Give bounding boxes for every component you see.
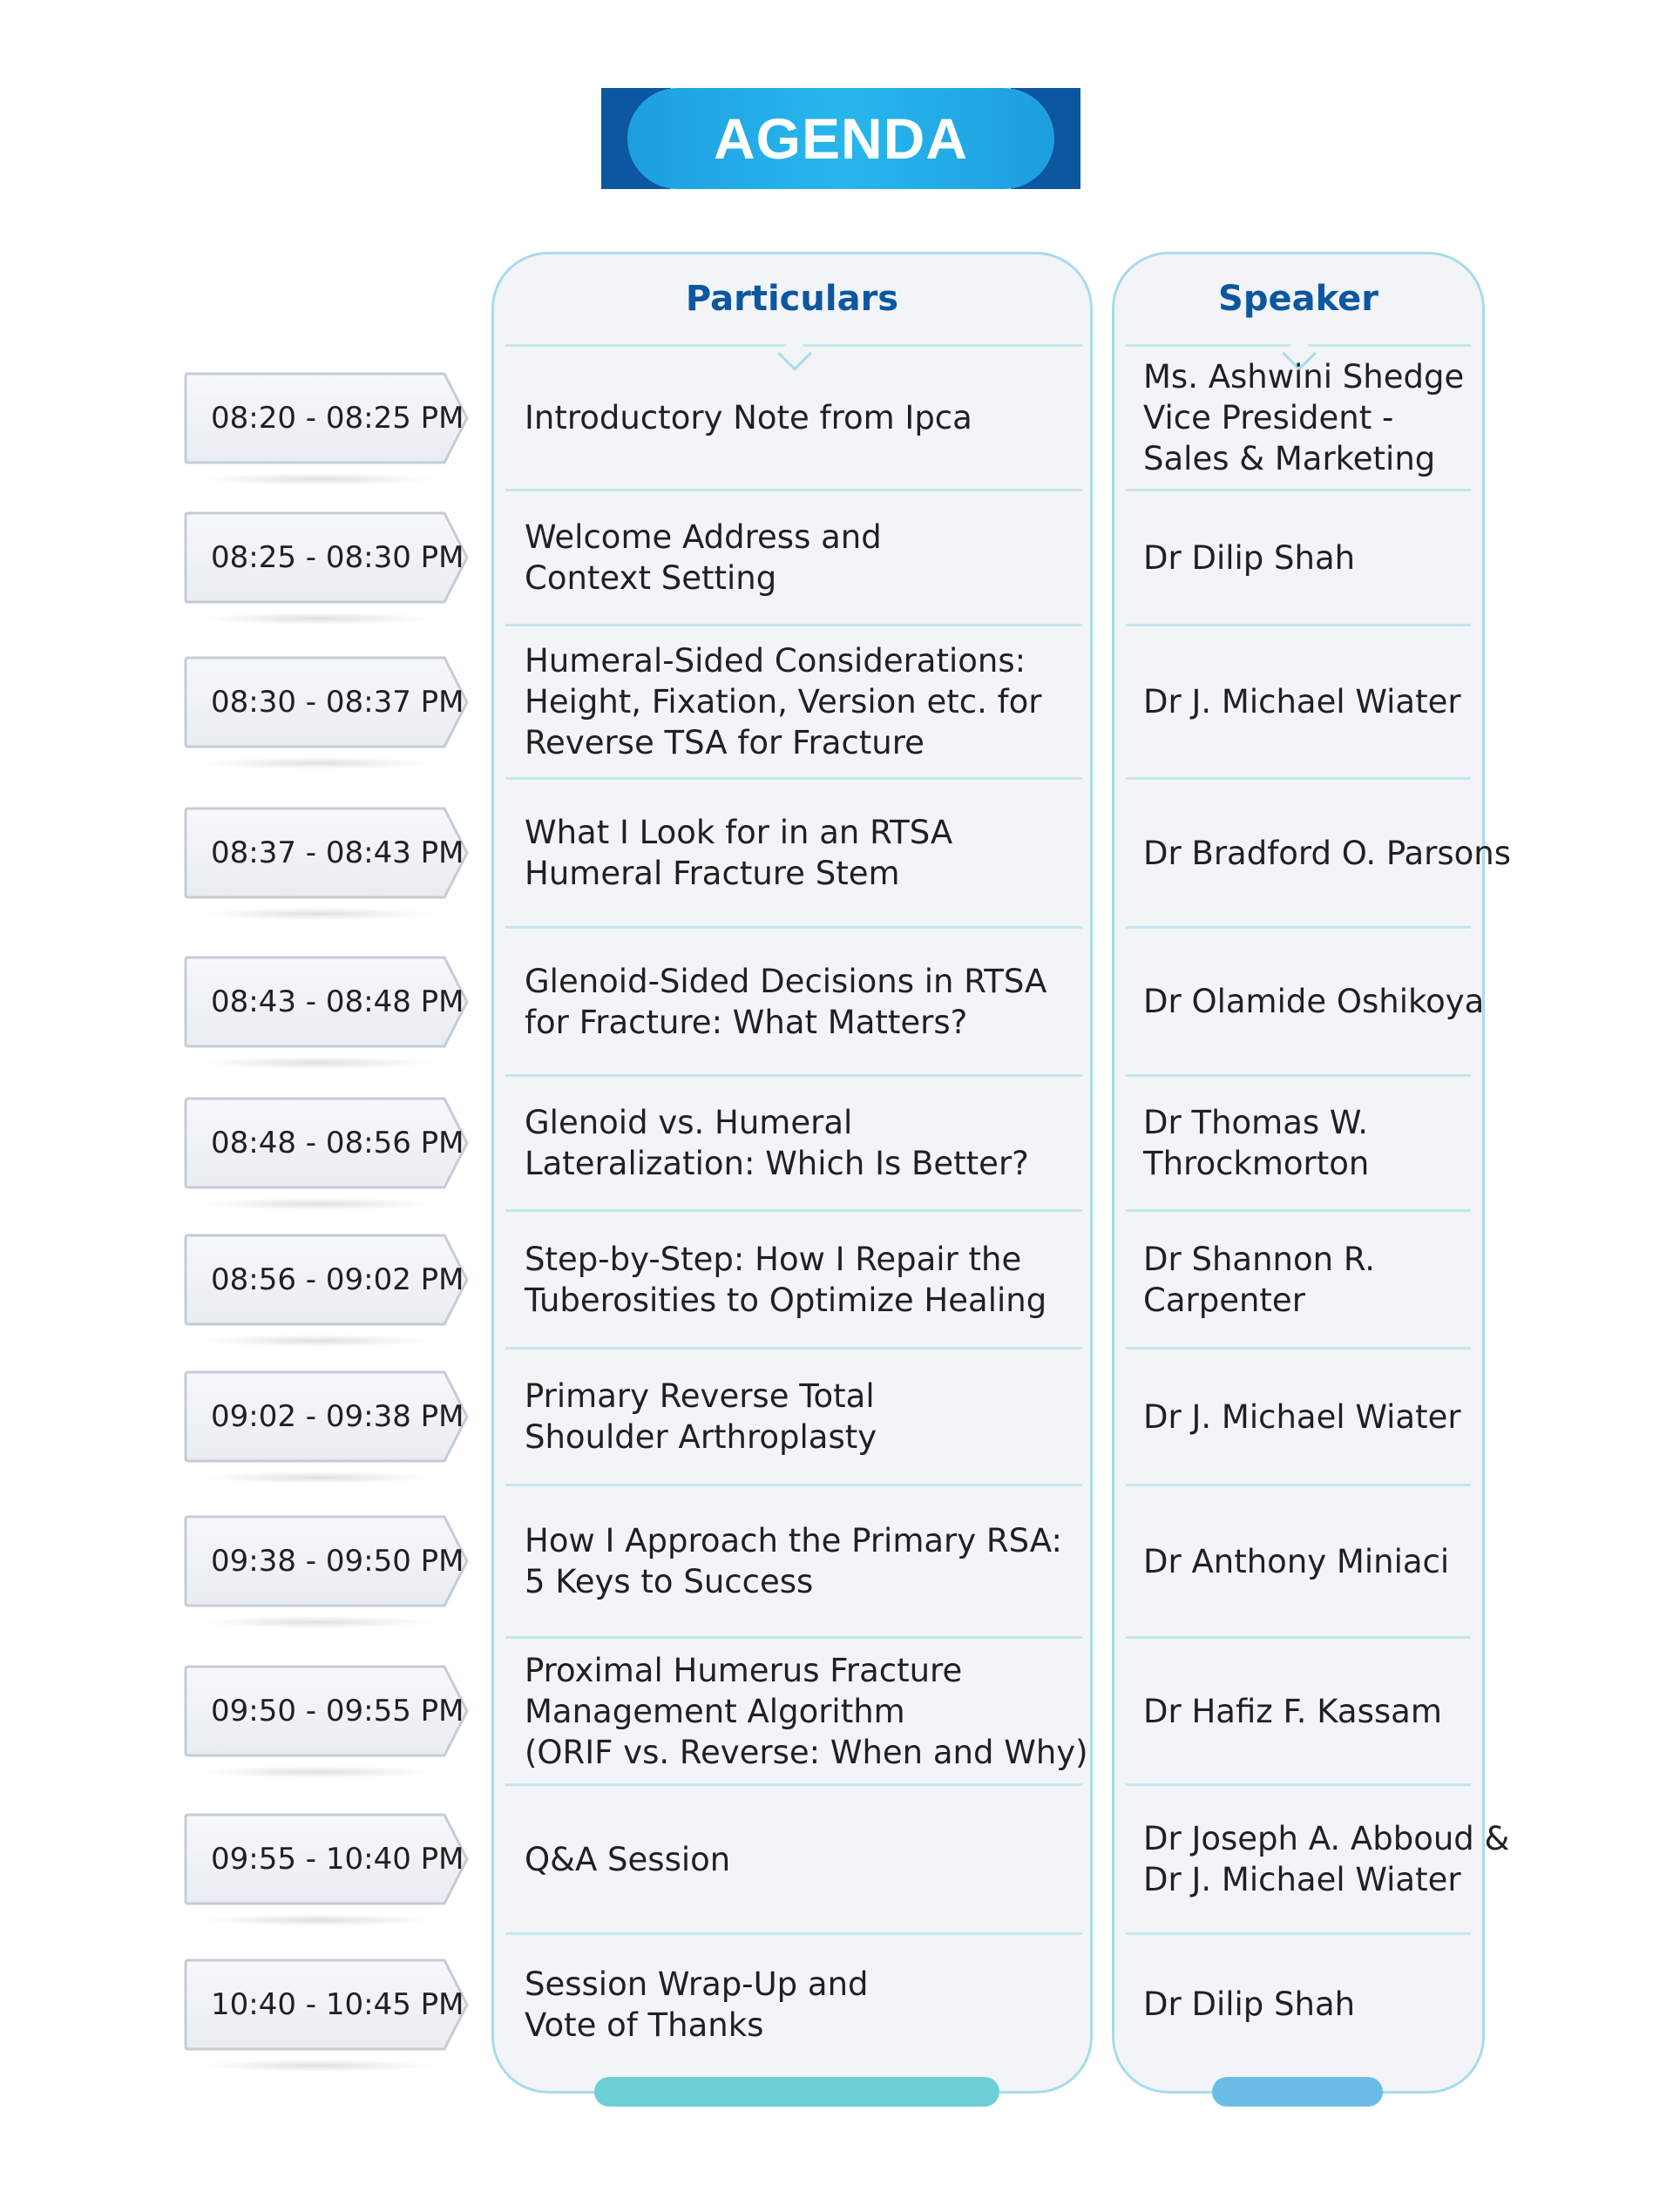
time-slot-tag bbox=[183, 1369, 471, 1465]
particulars-text bbox=[525, 1239, 1046, 1321]
time-slot-label: 08:25 - 08:30 PM bbox=[211, 540, 464, 575]
agenda-banner bbox=[601, 88, 1080, 189]
particulars-line: Shoulder Arthroplasty bbox=[525, 1418, 877, 1456]
particulars-line: Glenoid-Sided Decisions in RTSA bbox=[525, 962, 1047, 1000]
time-slot-label: 08:56 - 09:02 PM bbox=[211, 1262, 464, 1297]
particulars-cell bbox=[525, 1077, 1082, 1209]
particulars-text bbox=[525, 640, 1042, 763]
particulars-line: Introductory Note from Ipca bbox=[525, 399, 972, 436]
speaker-text bbox=[1143, 1818, 1509, 1900]
particulars-text bbox=[525, 1650, 1088, 1773]
particulars-text bbox=[525, 812, 952, 894]
particulars-cell bbox=[525, 1786, 1082, 1932]
particulars-cell bbox=[525, 1935, 1082, 2073]
particulars-line: Tuberosities to Optimize Healing bbox=[525, 1281, 1047, 1319]
time-slot-tag bbox=[183, 510, 471, 605]
particulars-line: (ORIF vs. Reverse: When and Why) bbox=[525, 1733, 1088, 1771]
time-slot-label: 10:40 - 10:45 PM bbox=[211, 1986, 464, 2022]
speaker-text bbox=[1143, 1102, 1369, 1184]
particulars-cell bbox=[525, 1350, 1082, 1484]
speaker-line: Sales & Marketing bbox=[1143, 440, 1436, 477]
speaker-text bbox=[1143, 1984, 1355, 2025]
particulars-cell bbox=[525, 491, 1082, 624]
particulars-cell bbox=[525, 929, 1082, 1074]
speaker-cell bbox=[1143, 929, 1492, 1074]
speaker-line: Dr Olamide Oshikoya bbox=[1143, 983, 1485, 1020]
particulars-line: Session Wrap-Up and bbox=[525, 1965, 869, 2003]
time-slot-tag bbox=[183, 1663, 471, 1759]
speaker-header: Speaker bbox=[1218, 279, 1378, 319]
speaker-cell bbox=[1143, 1935, 1492, 2073]
particulars-line: Primary Reverse Total bbox=[525, 1377, 875, 1415]
speaker-line: Dr Dilip Shah bbox=[1143, 538, 1356, 577]
speaker-line: Dr Joseph A. Abboud & bbox=[1143, 1820, 1510, 1857]
speaker-line: Dr Hafiz F. Kassam bbox=[1143, 1692, 1442, 1730]
time-slot-label: 09:55 - 10:40 PM bbox=[211, 1842, 464, 1877]
speaker-line: Dr Shannon R. bbox=[1143, 1240, 1375, 1278]
speaker-text bbox=[1143, 981, 1484, 1022]
particulars-line: Humeral-Sided Considerations: bbox=[525, 642, 1026, 680]
particulars-line: 5 Keys to Success bbox=[525, 1563, 814, 1600]
particulars-text bbox=[525, 1964, 869, 2046]
speaker-line: Ms. Ashwini Shedge bbox=[1143, 358, 1465, 396]
speaker-text bbox=[1143, 1691, 1442, 1732]
particulars-text bbox=[525, 517, 882, 599]
particulars-line: Glenoid vs. Humeral bbox=[525, 1104, 853, 1141]
speaker-line: Dr Thomas W. bbox=[1143, 1104, 1369, 1141]
time-slot-shadow bbox=[200, 1198, 436, 1210]
speaker-line: Dr Bradford O. Parsons bbox=[1143, 834, 1512, 872]
time-slot-shadow bbox=[200, 1914, 436, 1926]
speaker-cell bbox=[1143, 1639, 1492, 1783]
particulars-cell bbox=[525, 347, 1082, 489]
page-title: AGENDA bbox=[627, 88, 1054, 189]
particulars-text bbox=[525, 1520, 1062, 1602]
speaker-line: Dr Anthony Miniaci bbox=[1143, 1542, 1450, 1580]
time-slot-label: 09:50 - 09:55 PM bbox=[211, 1694, 464, 1728]
speaker-cell bbox=[1143, 1486, 1492, 1636]
particulars-cell bbox=[525, 1486, 1082, 1636]
particulars-line: Vote of Thanks bbox=[525, 2006, 764, 2044]
time-slot-label: 08:20 - 08:25 PM bbox=[211, 400, 464, 436]
time-slot-shadow bbox=[200, 473, 436, 485]
particulars-text bbox=[525, 961, 1046, 1043]
speaker-line: Dr J. Michael Wiater bbox=[1143, 1397, 1461, 1436]
time-slot-tag bbox=[183, 370, 471, 466]
particulars-text bbox=[525, 1376, 877, 1458]
time-slot-shadow bbox=[200, 757, 436, 769]
speaker-text bbox=[1143, 1397, 1461, 1437]
speaker-cell bbox=[1143, 1350, 1492, 1484]
time-slot-shadow bbox=[200, 1335, 436, 1347]
time-slot-tag bbox=[183, 805, 471, 901]
time-slot-tag bbox=[183, 1811, 471, 1907]
particulars-footer-bar bbox=[594, 2077, 999, 2107]
time-slot-shadow bbox=[200, 1616, 436, 1628]
time-slot-shadow bbox=[200, 1766, 436, 1778]
particulars-line: Height, Fixation, Version etc. for bbox=[525, 683, 1042, 720]
particulars-line: for Fracture: What Matters? bbox=[525, 1003, 968, 1041]
speaker-cell bbox=[1143, 626, 1492, 777]
time-slot-shadow bbox=[200, 1057, 436, 1069]
particulars-cell bbox=[525, 626, 1082, 777]
time-slot-label: 09:38 - 09:50 PM bbox=[211, 1544, 464, 1579]
speaker-line: Throckmorton bbox=[1143, 1145, 1370, 1182]
speaker-text bbox=[1143, 1239, 1375, 1321]
time-slot-tag bbox=[183, 1513, 471, 1609]
time-slot-label: 08:43 - 08:48 PM bbox=[211, 984, 464, 1019]
particulars-line: Context Setting bbox=[525, 559, 777, 597]
particulars-cell bbox=[525, 780, 1082, 926]
time-slot-label: 08:37 - 08:43 PM bbox=[211, 835, 464, 870]
time-slot-tag bbox=[183, 1957, 471, 2053]
time-slot-tag bbox=[183, 954, 471, 1050]
time-slot-label: 09:02 - 09:38 PM bbox=[211, 1399, 464, 1434]
speaker-line: Vice President - bbox=[1143, 399, 1394, 436]
particulars-text bbox=[525, 1839, 730, 1880]
time-slot-tag bbox=[183, 1095, 471, 1191]
speaker-footer-bar bbox=[1212, 2077, 1383, 2107]
speaker-text bbox=[1143, 681, 1461, 722]
speaker-text bbox=[1143, 833, 1511, 874]
particulars-line: Lateralization: Which Is Better? bbox=[525, 1145, 1029, 1182]
time-slot-tag bbox=[183, 1232, 471, 1328]
particulars-line: Step-by-Step: How I Repair the bbox=[525, 1240, 1022, 1278]
time-slot-shadow bbox=[200, 2060, 436, 2072]
speaker-cell bbox=[1143, 1786, 1510, 1932]
speaker-line: Carpenter bbox=[1143, 1281, 1305, 1319]
particulars-cell bbox=[525, 1639, 1088, 1783]
particulars-line: Q&A Session bbox=[525, 1840, 731, 1878]
speaker-cell bbox=[1143, 1077, 1492, 1209]
particulars-line: Reverse TSA for Fracture bbox=[525, 724, 925, 761]
particulars-line: Management Algorithm bbox=[525, 1692, 905, 1730]
particulars-text bbox=[525, 397, 972, 438]
time-slot-shadow bbox=[200, 908, 436, 920]
particulars-header: Particulars bbox=[685, 279, 899, 319]
speaker-line: Dr Dilip Shah bbox=[1143, 1985, 1356, 2023]
speaker-text bbox=[1143, 356, 1464, 479]
particulars-line: What I Look for in an RTSA bbox=[525, 814, 953, 851]
particulars-cell bbox=[525, 1212, 1082, 1347]
particulars-line: Welcome Address and bbox=[525, 518, 882, 556]
particulars-text bbox=[525, 1102, 1029, 1184]
time-slot-tag bbox=[183, 654, 471, 750]
speaker-text bbox=[1143, 1541, 1449, 1582]
speaker-cell bbox=[1143, 491, 1492, 624]
speaker-line: Dr J. Michael Wiater bbox=[1143, 683, 1461, 720]
speaker-line: Dr J. Michael Wiater bbox=[1143, 1861, 1461, 1898]
particulars-line: Proximal Humerus Fracture bbox=[525, 1651, 963, 1689]
speaker-cell bbox=[1143, 1212, 1492, 1347]
time-slot-label: 08:30 - 08:37 PM bbox=[211, 684, 464, 720]
particulars-line: How I Approach the Primary RSA: bbox=[525, 1522, 1062, 1559]
speaker-cell bbox=[1143, 347, 1492, 489]
speaker-text bbox=[1143, 538, 1355, 578]
time-slot-label: 08:48 - 08:56 PM bbox=[211, 1126, 464, 1160]
particulars-line: Humeral Fracture Stem bbox=[525, 855, 900, 892]
time-slot-shadow bbox=[200, 612, 436, 625]
time-slot-shadow bbox=[200, 1471, 436, 1484]
speaker-cell bbox=[1143, 780, 1512, 926]
